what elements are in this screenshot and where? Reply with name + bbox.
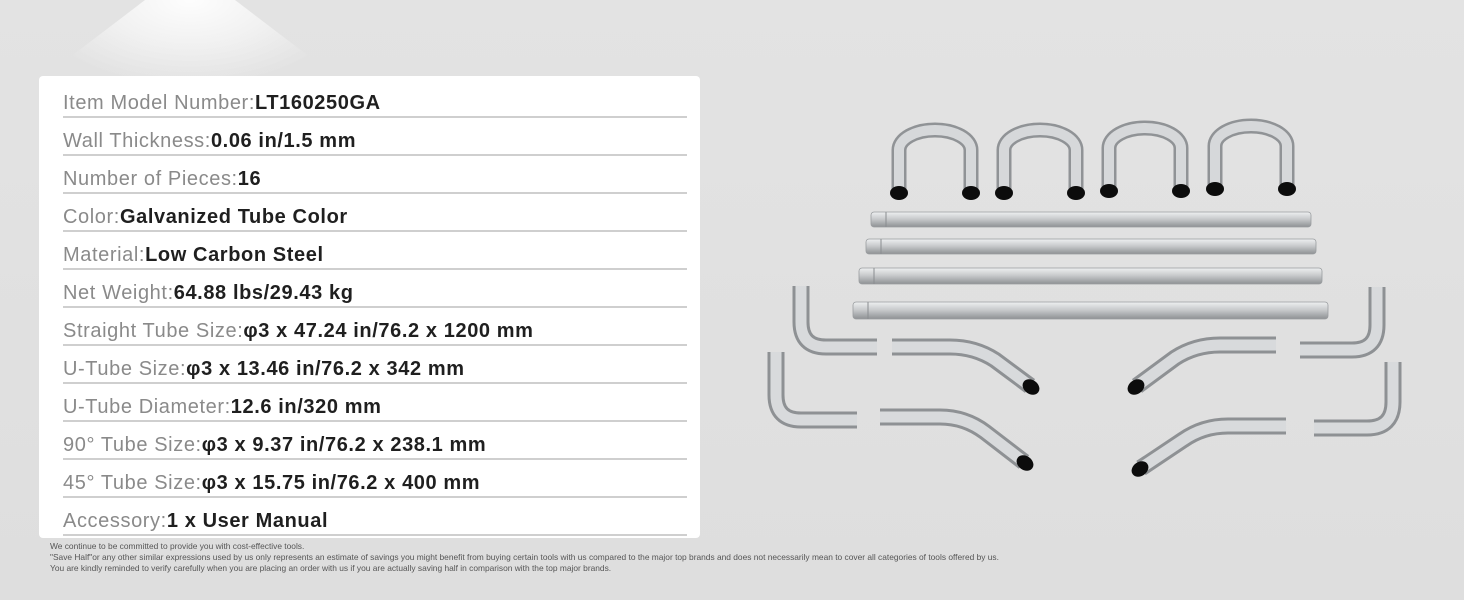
spec-value: 0.06 in/1.5 mm	[210, 130, 357, 152]
spec-label: Color:	[63, 206, 120, 228]
spec-card	[39, 76, 700, 538]
spec-row-color	[63, 196, 687, 232]
spec-row-u-tube-size	[63, 348, 687, 384]
u-tube	[1206, 126, 1296, 196]
straight-tube	[859, 268, 1322, 284]
spec-row-model-number	[63, 82, 687, 118]
elbow-90-tube	[1314, 362, 1393, 428]
bend-45-tube	[880, 417, 1036, 474]
straight-tube	[866, 239, 1316, 254]
spec-row-material	[63, 234, 687, 270]
spec-value: 16	[237, 168, 262, 190]
disclaimer-line: We continue to be committed to provide you with cost-effective tools.	[50, 541, 305, 551]
bend-45-tube	[892, 347, 1042, 398]
spec-label: U-Tube Size:	[63, 358, 187, 380]
spec-value: φ3 x 15.75 in/76.2 x 400 mm	[201, 472, 481, 494]
spec-row-45-tube-size	[63, 462, 687, 498]
u-tube	[890, 130, 980, 200]
elbow-90-tube	[776, 352, 857, 420]
spec-value: Low Carbon Steel	[145, 244, 324, 266]
spec-label: Accessory:	[63, 510, 167, 532]
tube-kit-product-image	[740, 110, 1440, 500]
spec-value: 64.88 lbs/29.43 kg	[173, 282, 354, 304]
spec-label: 90° Tube Size:	[63, 434, 202, 456]
spec-row-net-weight	[63, 272, 687, 308]
u-tube	[995, 130, 1085, 200]
disclaimer-line: "Save Half"or any other similar expressions used by us only represents an estimate of savings you might benefit from buying certain tools with us compared to the major top brands and does not necessarily mean to cover all categories of tools offered by us.	[50, 552, 999, 562]
bend-45-tube	[1125, 345, 1276, 398]
spec-label: Item Model Number:	[63, 92, 255, 114]
spec-row-number-of-pieces	[63, 158, 687, 194]
spec-value: φ3 x 13.46 in/76.2 x 342 mm	[186, 358, 465, 380]
spec-label: U-Tube Diameter:	[63, 396, 231, 418]
spec-row-wall-thickness	[63, 120, 687, 156]
straight-tube	[853, 302, 1328, 319]
spec-row-accessory	[63, 500, 687, 536]
spec-label: Straight Tube Size:	[63, 320, 244, 342]
spec-label: Material:	[63, 244, 146, 266]
spec-value: 12.6 in/320 mm	[230, 396, 382, 418]
spec-row-90-tube-size	[63, 424, 687, 460]
spec-label: Net Weight:	[63, 282, 174, 304]
spec-label: Number of Pieces:	[63, 168, 238, 190]
spec-value: φ3 x 9.37 in/76.2 x 238.1 mm	[201, 434, 487, 456]
spec-label: 45° Tube Size:	[63, 472, 202, 494]
spec-label: Wall Thickness:	[63, 130, 211, 152]
spec-row-u-tube-diameter	[63, 386, 687, 422]
disclaimer-line: You are kindly reminded to verify carefully when you are placing an order with us if you are actually saving half in comparison with the top major brands.	[50, 563, 612, 573]
spec-value: Galvanized Tube Color	[119, 206, 348, 228]
spec-value: LT160250GA	[254, 92, 381, 114]
spotlight-glow	[40, 0, 340, 80]
spec-value: φ3 x 47.24 in/76.2 x 1200 mm	[243, 320, 534, 342]
bend-45-tube	[1129, 426, 1286, 480]
spec-row-straight-tube-size	[63, 310, 687, 346]
spec-value: 1 x User Manual	[166, 510, 329, 532]
u-tube	[1100, 128, 1190, 198]
disclaimer	[50, 541, 1150, 574]
straight-tube	[871, 212, 1311, 227]
